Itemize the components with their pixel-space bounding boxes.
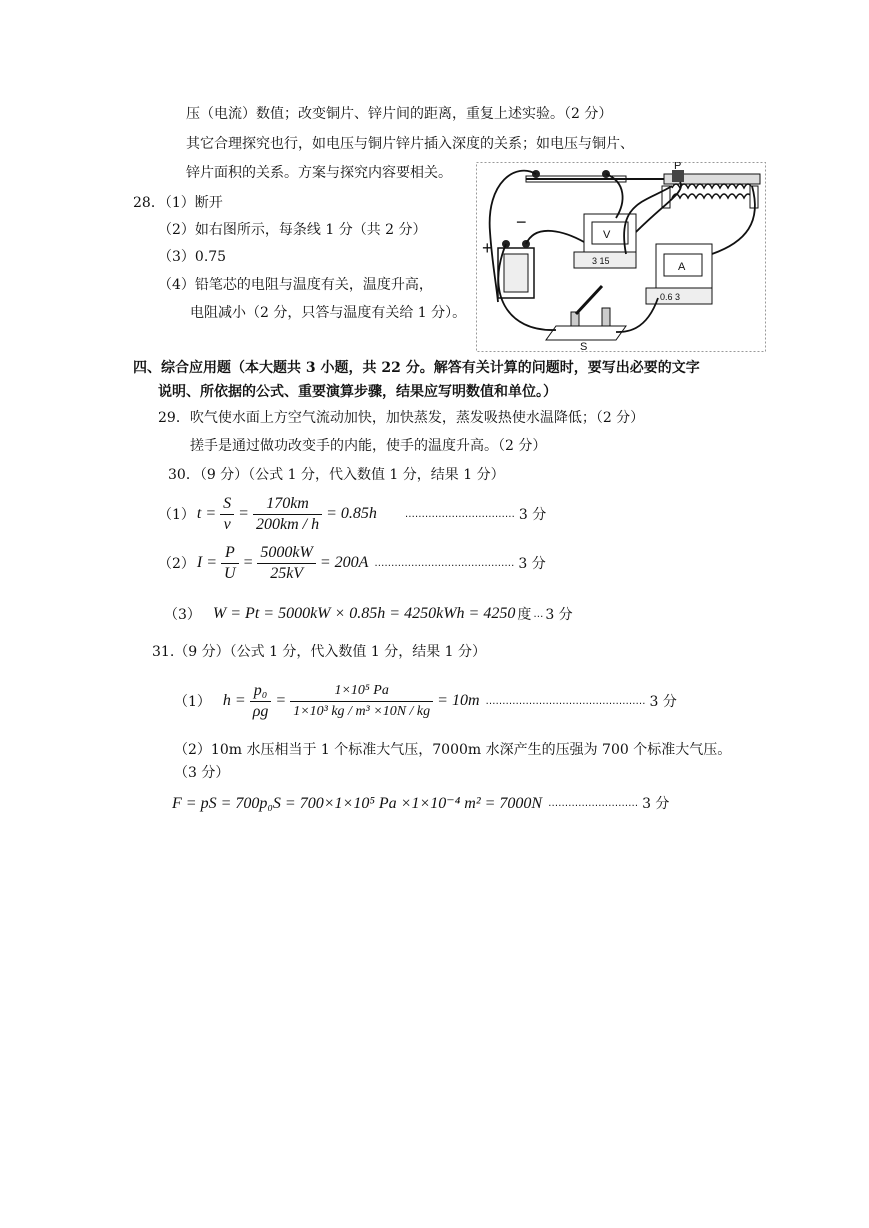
leader-dots: …………………………………… — [374, 557, 515, 569]
section-4-subheading: 说明、所依据的公式、重要演算步骤，结果应写明数值和单位。） — [158, 384, 557, 400]
ammeter — [646, 244, 712, 304]
q28-heading: 28．（1）断开 — [133, 195, 223, 211]
eq-denominator: U — [224, 564, 236, 582]
eq-numerator: P — [221, 543, 239, 564]
eq-fraction-2 — [257, 543, 315, 584]
score: 3 分 — [545, 607, 573, 623]
text-line-3: 锌片面积的关系。方案与探究内容要相关。 — [186, 165, 452, 181]
eq-expression: W = Pt = 5000kW × 0.85h = 4250kWh = 4250 — [212, 605, 516, 622]
a-scale: 0.6 3 — [660, 292, 681, 302]
q30-eq2: （2） I = $\frac{P}{U}$ = $\frac{5000kW}{25kV}$ = 200A …………………………………… 3 分 — [158, 543, 546, 582]
eq-unit: 度 — [517, 607, 532, 623]
leader-dots: …………………………… — [404, 508, 515, 520]
leader-dots: … — [533, 608, 544, 620]
text-line-1: 压（电流）数值；改变铜片、锌片间的距离，重复上述实验。（2 分） — [186, 106, 613, 122]
switch — [546, 286, 626, 352]
q30-eq3 — [164, 602, 573, 626]
label-plus: + — [482, 238, 493, 258]
q31-heading: 31.（9 分）（公式 1 分，代入数值 1 分，结果 1 分） — [152, 644, 487, 660]
label-p: P — [674, 162, 682, 172]
q28-part4a: （4）铅笔芯的电阻与温度有关，温度升高， — [158, 277, 433, 293]
eq-fraction-2 — [253, 494, 322, 535]
leader-dots: ………………………………………… — [485, 695, 646, 707]
q29-line2: 搓手是通过做功改变手的内能，使手的温度升高。（2 分） — [190, 438, 547, 454]
eq-label: （1） — [158, 507, 195, 523]
eq-lhs: I = — [196, 554, 218, 571]
eq-denominator: v — [223, 515, 231, 533]
label-minus: − — [516, 212, 527, 232]
text-line-2: 其它合理探究也行，如电压与铜片锌片插入深度的关系；如电压与铜片、 — [186, 136, 634, 152]
leader-dots: ……………………… — [548, 797, 639, 809]
eq-numerator: 1×10⁵ Pa — [290, 681, 433, 702]
eq-label: （1） — [174, 694, 211, 710]
eq-fraction-2 — [290, 681, 433, 722]
circuit-figure — [476, 162, 766, 352]
eq-numerator: 170km — [253, 494, 322, 515]
eq-fraction-1 — [250, 681, 272, 722]
eq-denominator: ρg — [252, 702, 269, 720]
label-v: V — [603, 229, 611, 241]
eq-denominator: 1×10³ kg / m³ ×10N / kg — [293, 703, 431, 719]
eq-result: = 10m — [437, 692, 480, 709]
eq-numerator: p₀ — [250, 681, 272, 702]
q28-part2: （2）如右图所示，每条线 1 分（共 2 分） — [158, 222, 427, 238]
eq-result: = 0.85h — [326, 505, 377, 522]
q28-part3: （3）0.75 — [158, 249, 227, 265]
eq-lhs: t = — [196, 505, 217, 522]
q29-line1: 29．吹气使水面上方空气流动加快，加快蒸发，蒸发吸热使水温降低；（2 分） — [158, 410, 645, 426]
q31-eq3 — [170, 791, 669, 815]
score: 3 分 — [649, 694, 677, 710]
score: 3 分 — [518, 556, 546, 572]
score: 3 分 — [518, 507, 547, 523]
v-scale: 3 15 — [592, 256, 610, 266]
score: 3 分 — [642, 796, 670, 812]
q30-eq1: （1） t = $\frac{S}{v}$ = $\frac{170km}{200km / h}$ = 0.85h …………………………… 3 分 — [158, 494, 547, 533]
eq-fraction-1 — [221, 543, 239, 584]
q31-part2b: （3 分） — [174, 765, 230, 781]
q31-eq1: （1） h = $\frac{\text{p₀}}{\rho g}$ = $\frac{\text{1×10⁵ Pa}}{\text{1×10³ kg / m³ ×10N / kg}}$ = 10m ………………………………………… 3 分 — [174, 681, 677, 720]
section-4-heading: 四、综合应用题（本大题共 3 小题，共 22 分。解答有关计算的问题时，要写出必要的文字 — [133, 360, 700, 376]
label-a: A — [678, 261, 686, 273]
q28-part4b: 电阻减小（2 分，只答与温度有关给 1 分）。 — [190, 305, 467, 321]
eq-expression: F = pS = 700p₀S = 700×1×10⁵ Pa ×1×10⁻⁴ m² = 7000N — [172, 795, 543, 812]
eq-result: = 200A — [319, 554, 369, 571]
q31-part2a: （2）10m 水压相当于 1 个标准大气压，7000m 水深产生的压强为 700 个标准大气压。 — [174, 742, 732, 758]
label-s: S — [580, 341, 588, 352]
eq-fraction-1 — [220, 494, 234, 535]
eq-denominator: 200km / h — [255, 515, 320, 533]
eq-denominator: 25kV — [270, 564, 304, 582]
eq-numerator: S — [220, 494, 234, 515]
eq-label: （2） — [158, 556, 195, 572]
rheostat — [662, 162, 760, 208]
q30-heading: 30．（9 分）（公式 1 分，代入数值 1 分，结果 1 分） — [168, 467, 505, 483]
eq-numerator: 5000kW — [257, 543, 315, 564]
eq-lhs: h = — [222, 692, 246, 709]
eq-label: （3） — [164, 607, 201, 623]
